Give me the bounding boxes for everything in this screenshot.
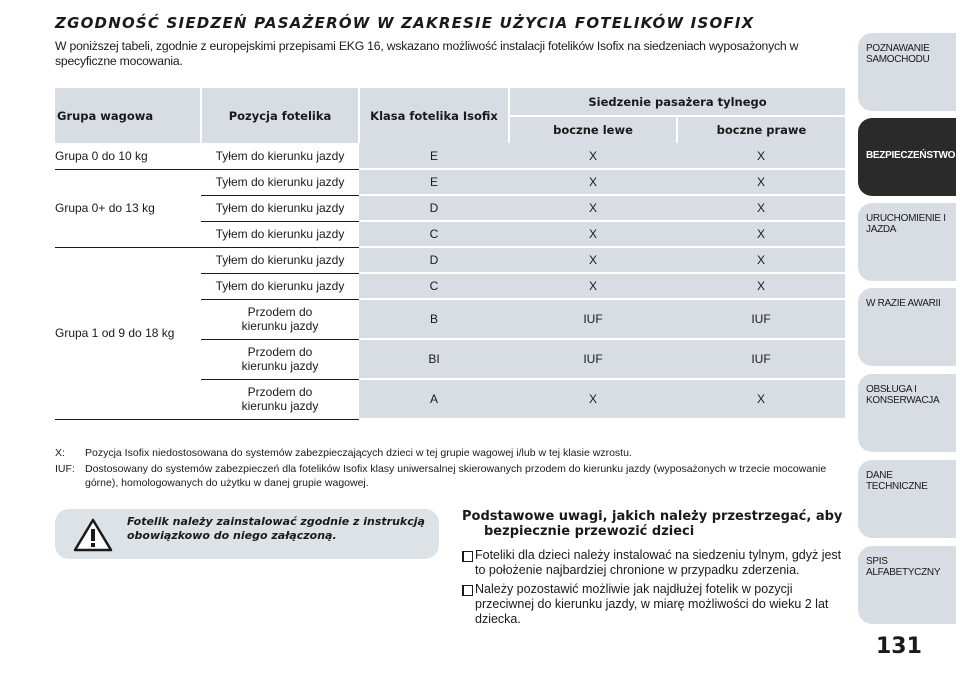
table-row <box>55 169 845 195</box>
note-iuf <box>55 462 845 490</box>
cell-weight-group: Grupa 0 do 10 kg <box>55 143 201 169</box>
cell-rear-right: IUF <box>677 339 845 379</box>
isofix-compatibility-table <box>55 88 845 420</box>
table-body <box>55 143 845 419</box>
cell-rear-right: X <box>677 143 845 169</box>
cell-seat-position: Tyłem do kierunku jazdy <box>201 195 359 221</box>
tab-dane-techniczne[interactable]: DANE TECHNICZNE <box>858 460 956 538</box>
guideline-text: Foteliki dla dzieci należy instalować na siedzeniu tylnym, gdyż jest to położenie najbardziej chronione w przypadku zderzenia. <box>475 548 842 577</box>
page-number: 131 <box>876 634 922 659</box>
tab-uruchomienie-i-jazda[interactable]: URUCHOMIENIE I JAZDA <box>858 203 956 281</box>
cell-rear-left: IUF <box>509 299 677 339</box>
cell-seat-position: Tyłem do kierunku jazdy <box>201 221 359 247</box>
cell-rear-right: X <box>677 273 845 299</box>
cell-rear-left: X <box>509 379 677 419</box>
guidelines-title: Podstawowe uwagi, jakich należy przestrzegać, aby bezpiecznie przewozić dzieci <box>462 509 843 539</box>
header-weight-group: Grupa wagowa <box>55 88 201 143</box>
tab-obsluga-i-konserwacja[interactable]: OBSŁUGA I KONSERWACJA <box>858 374 956 452</box>
cell-seat-position: Tyłem do kierunku jazdy <box>201 143 359 169</box>
header-rear-left: boczne lewe <box>509 116 677 143</box>
checkbox-bullet-icon <box>462 551 473 562</box>
table-notes <box>55 446 845 492</box>
warning-box <box>55 509 439 559</box>
note-x <box>55 446 845 460</box>
checkbox-bullet-icon <box>462 585 473 596</box>
cell-rear-left: X <box>509 221 677 247</box>
cell-isofix-class: C <box>359 221 509 247</box>
cell-rear-right: X <box>677 247 845 273</box>
warning-text: Fotelik należy zainstalować zgodnie z instrukcją obowiązkowo do niego załączoną. <box>127 515 425 542</box>
note-text: Pozycja Isofix niedostosowana do systemów zabezpieczających dzieci w tej grupie wagowej i/lub w tej klasie wzrostu. <box>85 447 632 459</box>
cell-weight-group: Grupa 0+ do 13 kg <box>55 169 201 247</box>
note-key: IUF: <box>55 463 75 475</box>
cell-isofix-class: BI <box>359 339 509 379</box>
warning-triangle-icon <box>73 518 113 552</box>
cell-rear-right: X <box>677 195 845 221</box>
guideline-text: Należy pozostawić możliwie jak najdłużej fotelik w pozycji przeciwnej do kierunku jazdy, w miarę możliwości do wieku 2 lat dziecka. <box>475 582 829 626</box>
cell-isofix-class: D <box>359 247 509 273</box>
cell-rear-right: IUF <box>677 299 845 339</box>
cell-rear-left: X <box>509 169 677 195</box>
cell-seat-position: Tyłem do kierunku jazdy <box>201 247 359 273</box>
note-text: Dostosowany do systemów zabezpieczeń dla fotelików Isofix klasy uniwersalnej skierowanych przodem do kierunku jazdy (wyposażonych w trzecie mocowanie górne), homologowanych do użytku w danej grupie wagowej. <box>85 463 827 489</box>
cell-rear-right: X <box>677 379 845 419</box>
header-rear-right: boczne prawe <box>677 116 845 143</box>
guideline-item <box>462 582 852 627</box>
cell-rear-left: X <box>509 273 677 299</box>
guideline-item <box>462 548 852 578</box>
header-isofix-class: Klasa fotelika Isofix <box>359 88 509 143</box>
cell-isofix-class: A <box>359 379 509 419</box>
cell-isofix-class: E <box>359 143 509 169</box>
header-seat-position: Pozycja fotelika <box>201 88 359 143</box>
note-key: X: <box>55 447 65 459</box>
cell-rear-left: IUF <box>509 339 677 379</box>
cell-isofix-class: E <box>359 169 509 195</box>
tab-w-razie-awarii[interactable]: W RAZIE AWARII <box>858 288 956 366</box>
page-heading: ZGODNOŚĆ SIEDZEŃ PASAŻERÓW W ZAKRESIE UŻYCIA FOTELIKÓW ISOFIX <box>55 14 755 32</box>
cell-rear-right: X <box>677 169 845 195</box>
intro-paragraph: W poniższej tabeli, zgodnie z europejskimi przepisami EKG 16, wskazano możliwość instalacji fotelików Isofix na siedzeniach wyposażonych w specyficzne mocowania. <box>55 39 799 68</box>
guidelines-list <box>462 548 852 631</box>
cell-rear-left: X <box>509 143 677 169</box>
cell-isofix-class: C <box>359 273 509 299</box>
cell-rear-right: X <box>677 221 845 247</box>
cell-seat-position: Tyłem do kierunku jazdy <box>201 169 359 195</box>
main-content <box>55 14 845 69</box>
table-row <box>55 143 845 169</box>
tab-bezpieczenstwo[interactable]: BEZPIECZEŃSTWO <box>858 118 956 196</box>
cell-weight-group: Grupa 1 od 9 do 18 kg <box>55 247 201 419</box>
cell-isofix-class: D <box>359 195 509 221</box>
tab-spis-alfabetyczny[interactable]: SPIS ALFABETYCZNY <box>858 546 956 624</box>
cell-seat-position: Tyłem do kierunku jazdy <box>201 273 359 299</box>
header-rear-seat: Siedzenie pasażera tylnego <box>509 88 845 116</box>
cell-seat-position: Przodem do kierunku jazdy <box>201 339 359 379</box>
cell-seat-position: Przodem do kierunku jazdy <box>201 379 359 419</box>
cell-rear-left: X <box>509 195 677 221</box>
tab-poznawanie-samochodu[interactable]: POZNAWANIE SAMOCHODU <box>858 33 956 111</box>
chapter-sidebar <box>858 0 960 686</box>
table-row <box>55 247 845 273</box>
cell-seat-position: Przodem do kierunku jazdy <box>201 299 359 339</box>
cell-isofix-class: B <box>359 299 509 339</box>
cell-rear-left: X <box>509 247 677 273</box>
